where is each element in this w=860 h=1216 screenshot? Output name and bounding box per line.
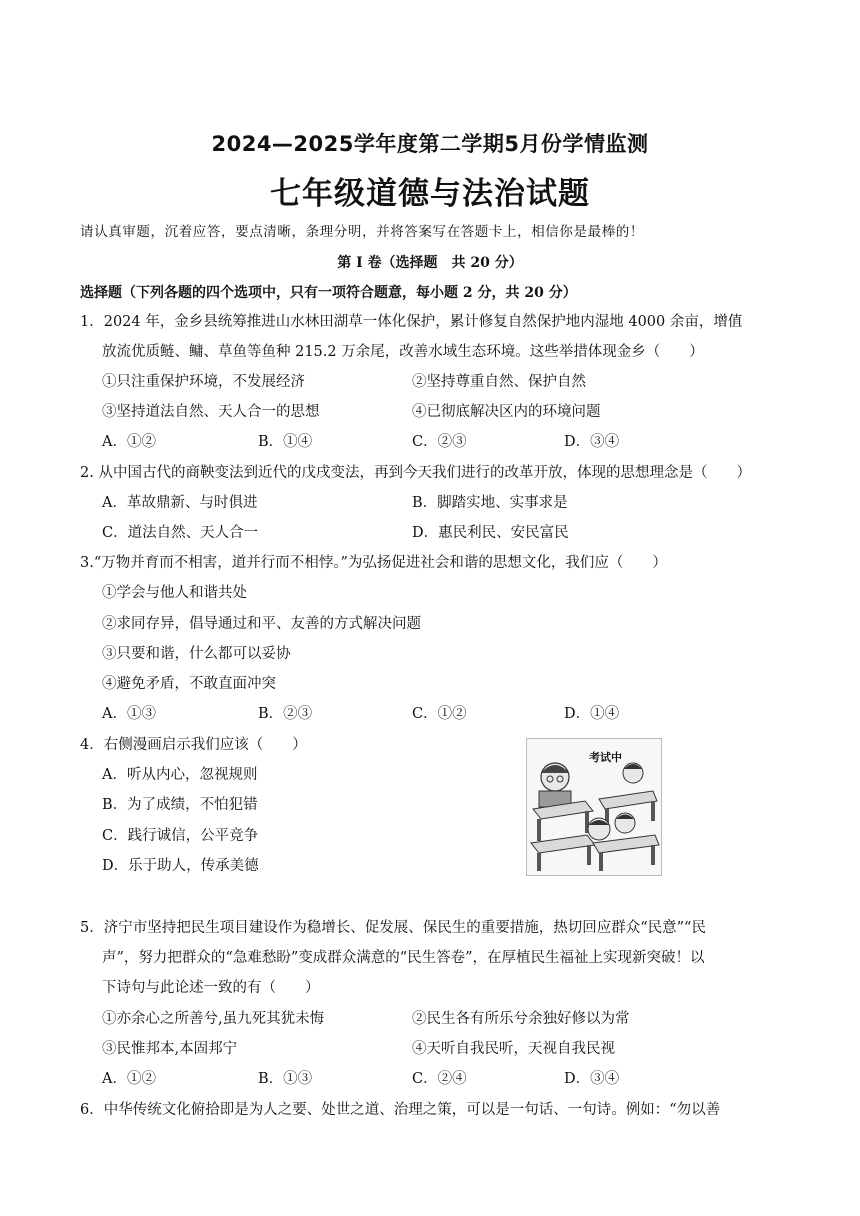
- q1-statement-4: ④已彻底解决区内的环境问题: [412, 404, 601, 420]
- q3-option-b: B．②③: [258, 706, 313, 722]
- q1-option-d: D．③④: [564, 434, 620, 450]
- q1-option-a: A．①②: [102, 434, 156, 450]
- q3-option-d: D．①④: [564, 706, 620, 722]
- exam-subtitle: 七年级道德与法治试题: [270, 176, 590, 212]
- cartoon-caption: 考试中: [589, 751, 622, 764]
- q3-statement-2: ②求同存异，倡导通过和平、友善的方式解决问题: [102, 616, 421, 632]
- q3-statement-4: ④避免矛盾，不敢直面冲突: [102, 676, 276, 692]
- q4-option-c: C．践行诚信，公平竞争: [102, 828, 259, 844]
- q5-option-d: D．③④: [564, 1071, 620, 1087]
- q6-stem-line1: 6．中华传统文化俯拾即是为人之要、处世之道、治理之策，可以是一句话、一句诗。例如：“勿以善: [80, 1102, 721, 1118]
- q5-stem-line3: 下诗句与此论述一致的有（ ）: [102, 980, 320, 996]
- section-heading: 第 I 卷（选择题 共 20 分）: [337, 255, 523, 271]
- q1-stem-line1: 1．2024 年，金乡县统筹推进山水林田湖草一体化保护，累计修复自然保护地内湿地 4000 余亩，增值: [80, 314, 743, 330]
- exam-intro: 请认真审题，沉着应答，要点清晰，条理分明，并将答案写在答题卡上，相信你是最棒的！: [80, 224, 644, 240]
- q1-stem-line2: 放流优质鲢、鳙、草鱼等鱼种 215.2 万余尾，改善水域生态环境。这些举措体现金乡（ ）: [102, 344, 704, 360]
- q3-option-a: A．①③: [102, 706, 156, 722]
- q4-option-b: B．为了成绩，不怕犯错: [102, 797, 258, 813]
- q5-stem-line1: 5．济宁市坚持把民生项目建设作为稳增长、促发展、保民生的重要措施，热切回应群众“民意”“民: [80, 920, 706, 936]
- q2-option-a: A．革故鼎新、与时俱进: [102, 495, 258, 511]
- q4-option-d: D．乐于助人，传承美德: [102, 858, 259, 874]
- q5-statement-3: ③民惟邦本,本固邦宁: [102, 1041, 238, 1057]
- q3-option-c: C．①②: [412, 706, 467, 722]
- q3-statement-3: ③只要和谐，什么都可以妥协: [102, 646, 291, 662]
- q2-option-d: D．惠民利民、安民富民: [412, 525, 569, 541]
- q5-option-a: A．①②: [102, 1071, 156, 1087]
- q1-option-b: B．①④: [258, 434, 313, 450]
- q1-statement-2: ②坚持尊重自然、保护自然: [412, 374, 586, 390]
- cartoon-drawing: [527, 739, 661, 875]
- q4-stem: 4．右侧漫画启示我们应该（ ）: [80, 737, 307, 753]
- q4-option-a: A．听从内心，忽视规则: [102, 767, 258, 783]
- q2-stem: 2. 从中国古代的商鞅变法到近代的戊戌变法，再到今天我们进行的改革开放，体现的思想理念是（ ）: [80, 465, 751, 481]
- q1-option-c: C．②③: [412, 434, 467, 450]
- exam-cartoon-image: [526, 738, 662, 876]
- q1-statement-3: ③坚持道法自然、天人合一的思想: [102, 404, 320, 420]
- q3-stem: 3.“万物并育而不相害，道并行而不相悖。”为弘扬促进社会和谐的思想文化，我们应（ ）: [80, 555, 667, 571]
- q3-statement-1: ①学会与他人和谐共处: [102, 585, 247, 601]
- q2-option-b: B．脚踏实地、实事求是: [412, 495, 568, 511]
- q1-statement-1: ①只注重保护环境，不发展经济: [102, 374, 305, 390]
- exam-title: 2024—2025学年度第二学期5月份学情监测: [211, 132, 649, 156]
- q5-option-b: B．①③: [258, 1071, 313, 1087]
- q5-statement-1: ①亦余心之所善兮,虽九死其犹未悔: [102, 1011, 325, 1027]
- q5-stem-line2: 声”，努力把群众的“急难愁盼”变成群众满意的“民生答卷”，在厚植民生福祉上实现新突破！以: [102, 950, 705, 966]
- q5-statement-4: ④天听自我民听，天视自我民视: [412, 1041, 615, 1057]
- q5-option-c: C．②④: [412, 1071, 467, 1087]
- q2-option-c: C．道法自然、天人合一: [102, 525, 259, 541]
- q5-statement-2: ②民生各有所乐兮余独好修以为常: [412, 1011, 630, 1027]
- section-instructions: 选择题（下列各题的四个选项中，只有一项符合题意，每小题 2 分，共 20 分）: [80, 285, 577, 301]
